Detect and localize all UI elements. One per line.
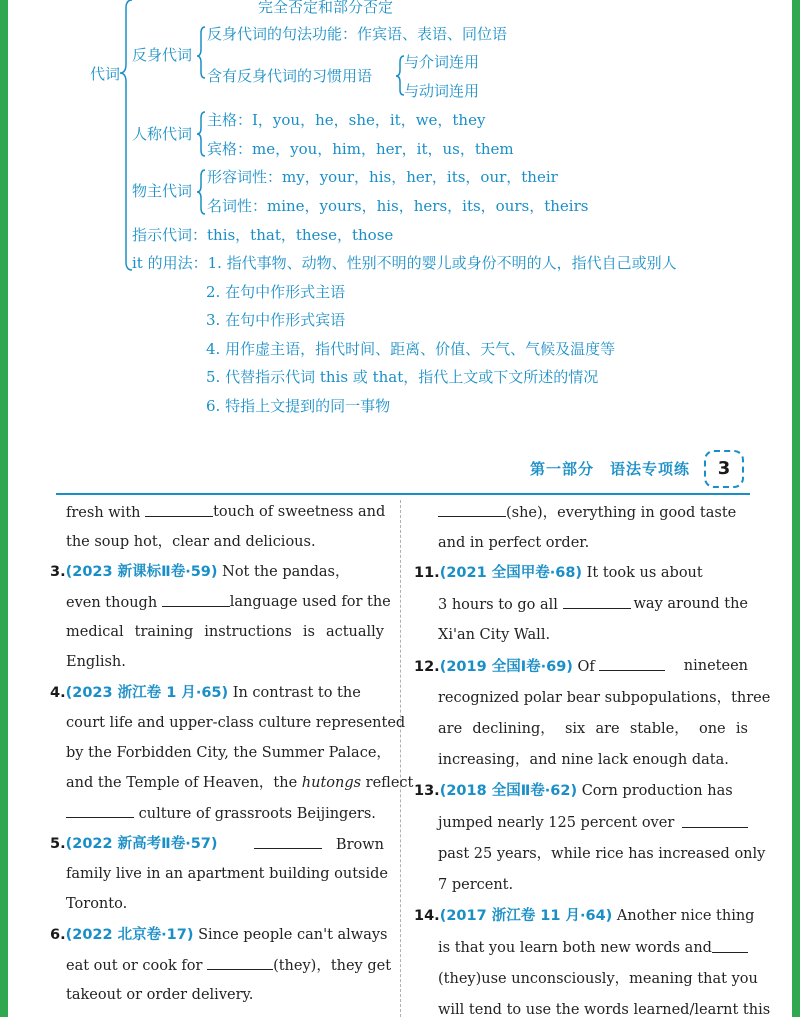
text-fragment: It took us about (586, 565, 703, 581)
it-usage-5: 5. 代替指示代词 this 或 that，指代上文或下文所述的情况 (206, 368, 599, 386)
demonstrative-line: 指示代词：this，that，these，those (132, 226, 394, 244)
text-fragment: culture of grassroots Beijingers. (138, 806, 376, 822)
question-number: 11. (414, 565, 440, 581)
root-label: 代词 (90, 65, 121, 83)
answer-blank[interactable] (66, 803, 134, 818)
text-fragment: use unconsciously，meaning that you (481, 971, 758, 987)
answer-blank[interactable] (207, 955, 273, 970)
text-line (66, 955, 391, 976)
text-line: increasing，and nine lack enough data. (438, 752, 729, 768)
text-fragment: hutongs (301, 775, 362, 791)
reflexive-label: 反身代词 (132, 46, 193, 64)
possessive-adjective: 形容词性：my，your，his，her，its，our，their (207, 168, 558, 186)
text-line: English. (66, 654, 126, 670)
question-source: (2019 全国Ⅰ卷·69) (439, 659, 573, 675)
text-fragment: (they) (438, 971, 482, 987)
text-fragment: eat out or cook for (66, 958, 203, 974)
text-fragment: are (438, 721, 463, 737)
possessive-noun: 名词性：mine，yours，his，hers，its，ours，theirs (207, 197, 589, 215)
text-fragment: training (134, 624, 194, 640)
answer-blank[interactable] (599, 656, 665, 671)
question-4 (50, 683, 361, 703)
text-line: will tend to use the words learned/learnt this (438, 1002, 771, 1018)
answer-blank[interactable] (438, 502, 506, 517)
question-number: 4. (50, 685, 66, 701)
reflexive-idioms: 含有反身代词的习惯用语 (207, 67, 373, 85)
text-line (438, 813, 748, 833)
text-fragment: even though (66, 595, 158, 611)
root-brace (120, 0, 132, 270)
question-source: (2023 新课标Ⅱ卷·59) (65, 564, 218, 580)
question-source: (2021 全国甲卷·68) (439, 565, 583, 581)
section-title: 第一部分 语法专项练 (529, 460, 690, 478)
text-fragment: actually (325, 624, 384, 640)
text-fragment: Brown (335, 837, 384, 853)
text-line: Xi'an City Wall. (438, 627, 551, 643)
personal-object: 宾格：me，you，him，her，it，us，them (207, 140, 514, 158)
question-number: 3. (50, 564, 66, 580)
text-fragment: Since people can't always (198, 927, 388, 943)
question-11 (414, 563, 703, 583)
personal-brace (197, 112, 205, 156)
question-source: (2023 浙江卷 1 月·65) (65, 685, 229, 701)
text-line: by the Forbidden City, the Summer Palace， (66, 745, 391, 761)
text-fragment: is (735, 721, 748, 737)
question-source: (2017 浙江卷 11 月·64) (439, 908, 613, 924)
answer-blank[interactable] (682, 813, 748, 828)
answer-blank[interactable] (145, 502, 213, 517)
text-line: recognized polar bear subpopulations，three (438, 690, 771, 706)
text-fragment: (she)，everything in good taste (506, 505, 737, 521)
text-line (438, 969, 758, 989)
idiom-with-verb: 与动词连用 (404, 82, 480, 100)
text-line: takeout or order delivery. (66, 987, 254, 1003)
text-fragment: reflect (365, 775, 414, 791)
question-number: 6. (50, 927, 66, 943)
text-fragment: are (595, 721, 620, 737)
text-fragment: six (564, 721, 586, 737)
top-partial-text: 完全否定和部分否定 (258, 0, 394, 16)
text-line (438, 938, 748, 958)
text-fragment: fresh with (66, 505, 141, 521)
text-fragment: Not the pandas， (222, 564, 350, 580)
question-5 (50, 834, 384, 855)
text-line (438, 502, 736, 523)
text-fragment: jumped nearly 125 percent over (438, 815, 675, 831)
text-line (66, 592, 391, 613)
it-usage-1: it 的用法：1. 指代事物、动物、性别不明的婴儿或身份不明的人，指代自己或别人 (132, 254, 677, 272)
text-line: past 25 years，while rice has increased only (438, 846, 766, 862)
it-usage-6: 6. 特指上文提到的同一事物 (206, 397, 391, 415)
text-fragment: nineteen (683, 658, 748, 674)
question-3 (50, 562, 349, 582)
question-source: (2018 全国Ⅱ卷·62) (439, 783, 578, 799)
possessive-brace (197, 170, 205, 214)
text-fragment: language used for the (229, 594, 391, 610)
question-source: (2022 北京卷·17) (65, 927, 194, 943)
question-number: 12. (414, 659, 440, 675)
it-usage-2: 2. 在句中作形式主语 (206, 283, 346, 301)
text-line: 7 percent. (438, 877, 514, 893)
answer-blank[interactable] (162, 592, 230, 607)
possessive-label: 物主代词 (132, 182, 193, 200)
text-fragment: Of (577, 659, 595, 675)
text-line (66, 502, 384, 523)
page-header (56, 446, 750, 494)
reflexive-brace (197, 27, 205, 78)
it-usage-4: 4. 用作虚主语，指代时间、距离、价值、天气、气候及温度等 (206, 340, 616, 358)
text-fragment: Another nice thing (616, 908, 755, 924)
answer-blank[interactable] (254, 834, 322, 849)
text-fragment: 3 hours to go all (438, 597, 558, 613)
text-fragment: (they)，they get (273, 958, 392, 974)
text-line (438, 719, 748, 739)
text-fragment: and the Temple of Heaven，the (66, 775, 298, 791)
question-number: 13. (414, 783, 440, 799)
personal-label: 人称代词 (132, 125, 193, 143)
text-fragment: instructions (204, 624, 292, 640)
question-14 (414, 906, 754, 926)
text-fragment: stable， (629, 721, 689, 737)
text-line: and in perfect order. (438, 535, 590, 551)
text-line: court life and upper-class culture represented (66, 715, 406, 731)
personal-subject: 主格：I，you，he，she，it，we，they (207, 111, 486, 129)
question-number: 14. (414, 908, 440, 924)
idiom-brace (396, 56, 404, 95)
text-fragment: way around the (633, 596, 748, 612)
pronoun-mind-map (0, 0, 800, 430)
text-fragment: is (302, 624, 315, 640)
text-fragment: Corn production has (581, 783, 733, 799)
answer-blank[interactable] (712, 938, 748, 953)
text-line (66, 773, 413, 793)
text-fragment: touch of sweetness and (213, 504, 386, 520)
question-number: 5. (50, 836, 66, 852)
header-rule (56, 493, 750, 495)
page-number-badge: 3 (704, 450, 744, 488)
question-12 (414, 656, 748, 677)
question-13 (414, 781, 733, 801)
question-source: (2022 新高考Ⅱ卷·57) (65, 836, 218, 852)
reflexive-function: 反身代词的句法功能：作宾语、表语、同位语 (207, 25, 508, 43)
text-fragment: declining， (472, 721, 555, 737)
text-line (66, 803, 376, 824)
text-line (438, 594, 748, 615)
text-fragment: one (698, 721, 726, 737)
text-fragment: In contrast to the (232, 685, 361, 701)
text-line: Toronto. (66, 896, 128, 912)
text-line: the soup hot，clear and delicious. (66, 534, 316, 550)
column-divider (400, 500, 401, 1017)
it-usage-3: 3. 在句中作形式宾语 (206, 311, 346, 329)
text-line: family live in an apartment building outside (66, 866, 388, 882)
text-fragment: medical (66, 624, 124, 640)
question-6 (50, 925, 388, 945)
answer-blank[interactable] (563, 594, 631, 609)
idiom-with-prep: 与介词连用 (404, 53, 480, 71)
text-fragment: is that you learn both new words and (438, 940, 712, 956)
text-line (66, 622, 384, 642)
